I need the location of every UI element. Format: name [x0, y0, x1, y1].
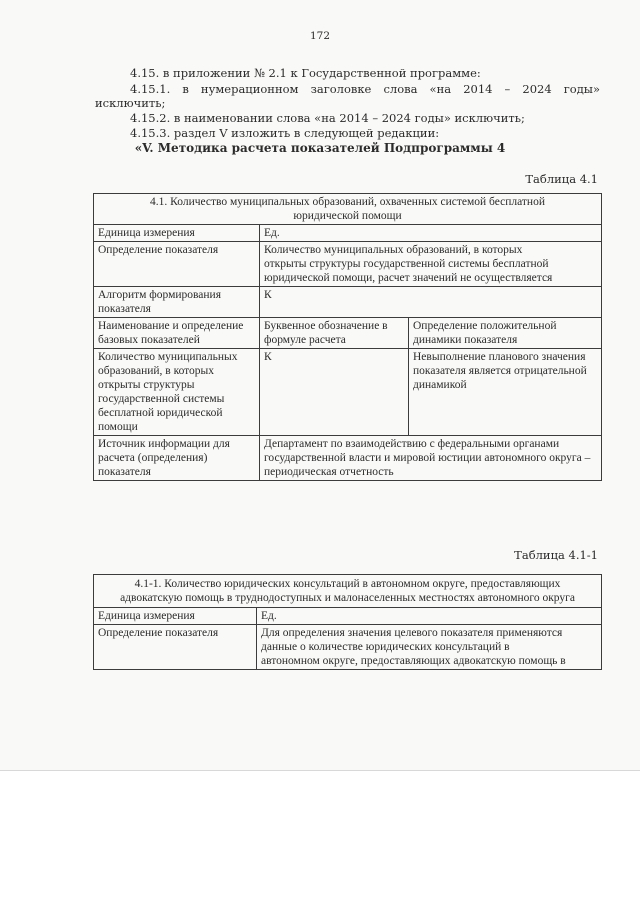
- table-row: [94, 436, 602, 481]
- paragraph-4-15-3: 4.15.3. раздел V изложить в следующей редакции:: [130, 126, 440, 140]
- unit-label: Единица измерения: [94, 225, 260, 242]
- unit-value: Ед.: [260, 225, 602, 242]
- column-header-dynamics: Определение положительной динамики показателя: [409, 318, 602, 349]
- table-row: [94, 608, 602, 625]
- base-indicator-letter: К: [260, 349, 409, 436]
- table-row: [94, 194, 602, 225]
- table-row: [94, 287, 602, 318]
- definition-label: Определение показателя: [94, 242, 260, 287]
- table-row: [94, 625, 602, 670]
- table-row: [94, 349, 602, 436]
- definition-label: Определение показателя: [94, 625, 257, 670]
- source-label: Источник информации для расчета (определения) показателя: [94, 436, 260, 481]
- paragraph-4-15-1-continued: исключить;: [95, 96, 166, 110]
- page-number: 172: [309, 30, 331, 42]
- section-title: «V. Методика расчета показателей Подпрограммы 4: [134, 141, 506, 155]
- unit-value: Ед.: [257, 608, 602, 625]
- table-row: [94, 242, 602, 287]
- source-value: Департамент по взаимодействию с федеральными органами государственной власти и мировой юстиции автономного округа – периодическая отчетность: [260, 436, 602, 481]
- table-row: [94, 225, 602, 242]
- algorithm-label: Алгоритм формирования показателя: [94, 287, 260, 318]
- paragraph-4-15: 4.15. в приложении № 2.1 к Государственной программе:: [130, 66, 481, 80]
- paragraph-4-15-1: 4.15.1. в нумерационном заголовке слова «на 2014 – 2024 годы»: [130, 82, 600, 96]
- base-indicator-dynamics: Невыполнение планового значения показателя является отрицательной динамикой: [409, 349, 602, 436]
- table-header: 4.1. Количество муниципальных образований, охваченных системой бесплатной юридической помощи: [94, 194, 602, 225]
- definition-value: Количество муниципальных образований, в которых открыты структуры государственной системы бесплатной юридической помощи, расчет значений не осуществляется: [260, 242, 602, 287]
- table-header: 4.1-1. Количество юридических консультаций в автономном округе, предоставляющих адвокатскую помощь в труднодоступных и малонаселенных местностях автономного округа: [94, 575, 602, 608]
- unit-label: Единица измерения: [94, 608, 257, 625]
- table-row: [94, 318, 602, 349]
- paragraph-4-15-2: 4.15.2. в наименовании слова «на 2014 – 2024 годы» исключить;: [130, 111, 525, 125]
- table-4-1-1: [93, 574, 602, 670]
- column-header-name: Наименование и определение базовых показателей: [94, 318, 260, 349]
- table-4-1-1-caption: Таблица 4.1-1: [514, 548, 598, 562]
- base-indicator-name: Количество муниципальных образований, в которых открыты структуры государственной системы бесплатной юридической помощи: [94, 349, 260, 436]
- algorithm-value: К: [260, 287, 602, 318]
- definition-value: Для определения значения целевого показателя применяются данные о количестве юридических консультаций в автономном округе, предоставляющих адвокатскую помощь в: [257, 625, 602, 670]
- table-4-1: [93, 193, 602, 481]
- column-header-letter: Буквенное обозначение в формуле расчета: [260, 318, 409, 349]
- table-4-1-caption: Таблица 4.1: [525, 172, 598, 186]
- table-row: [94, 575, 602, 608]
